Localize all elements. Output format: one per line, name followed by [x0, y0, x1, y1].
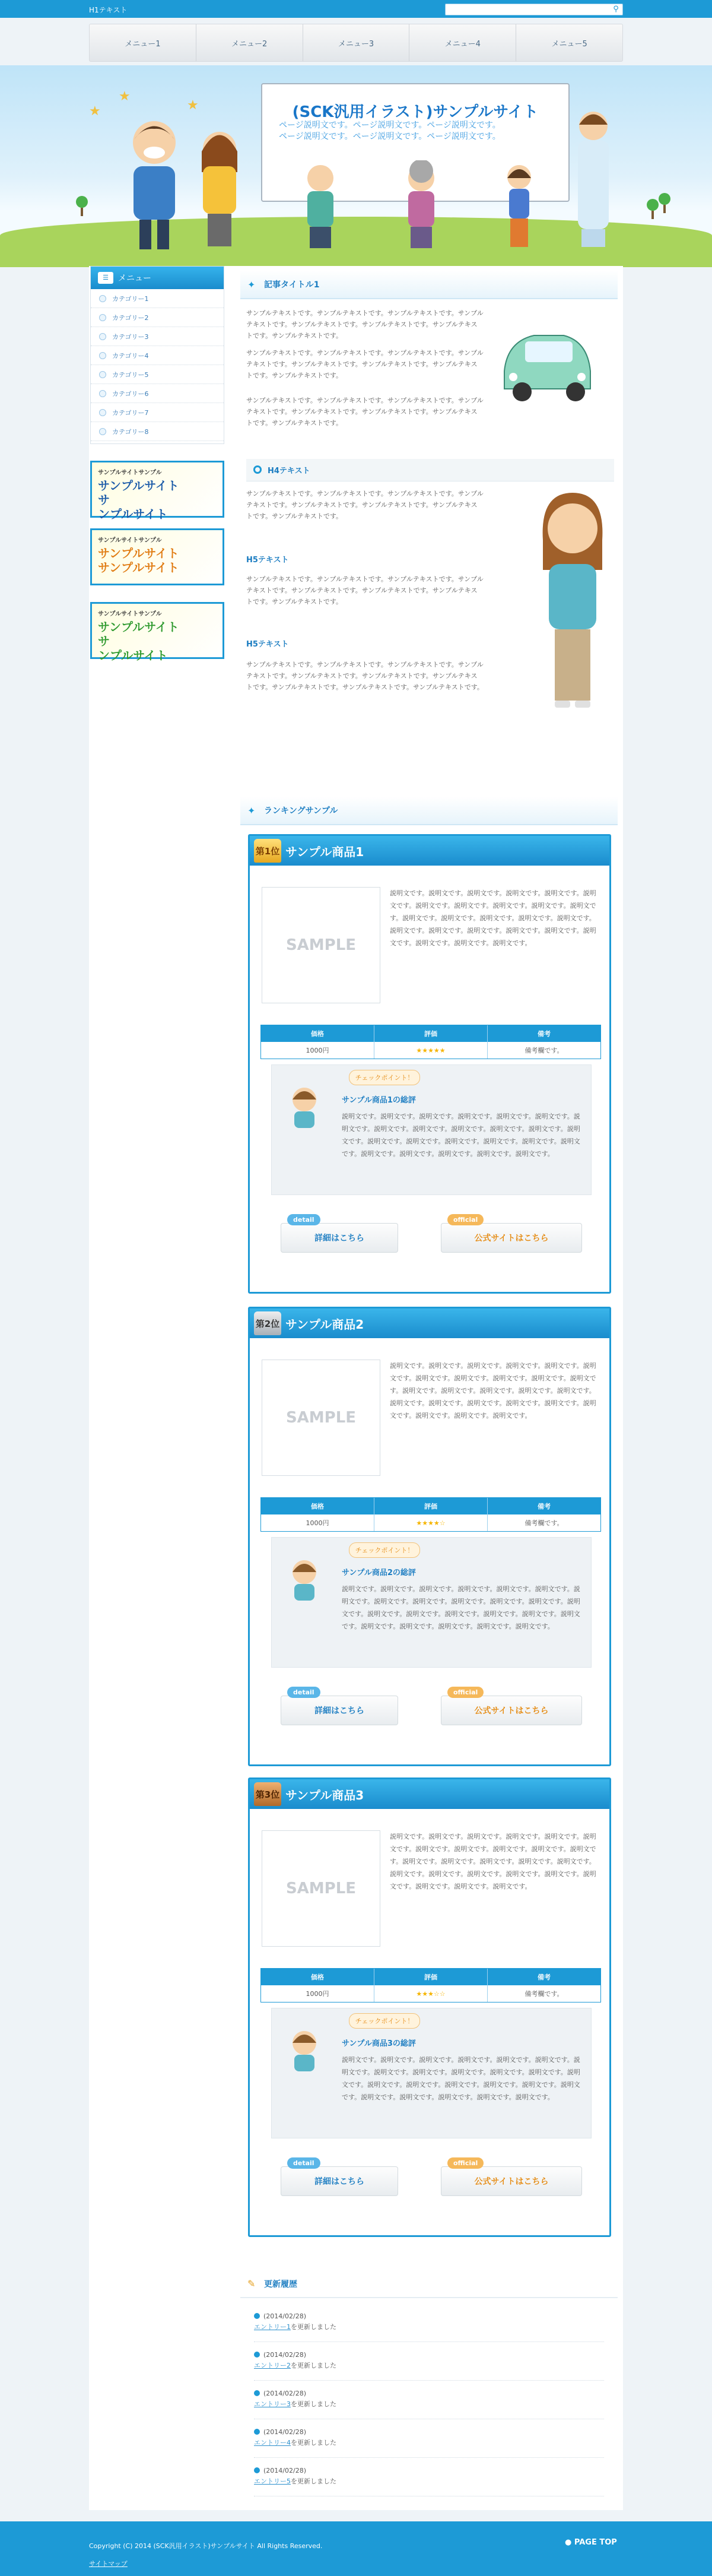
checkpoint-badge: チェックポイント！: [349, 1542, 420, 1558]
checkpoint-box: [271, 1537, 592, 1668]
article-paragraph: サンプルテキストです。サンプルテキストです。サンプルテキストです。サンプルテキストです。サンプルテキストです。サンプルテキストです。サンプルテキストです。サンプルテキストです。: [246, 575, 484, 606]
detail-tag: detail: [287, 2157, 320, 2169]
sidebar-item-category-4[interactable]: [91, 346, 224, 365]
sidebar-banner-3[interactable]: [90, 602, 224, 663]
product-description: 説明文です。説明文です。説明文です。説明文です。説明文です。説明文です。説明文です。説明文です。説明文です。説明文です。説明文です。説明文です。説明文です。説明文です。説明文です。説明文です。説明文です。説明文です。説明文です。説明文です。説明文です。説明文です。説明文です。説明文です。説明文です。: [390, 1833, 596, 1890]
update-entry: [254, 2306, 604, 2342]
global-nav: [89, 24, 623, 62]
detail-button[interactable]: [281, 1216, 398, 1253]
bullet-icon: [254, 2313, 260, 2319]
table-header: [261, 1025, 600, 1042]
rank-label: 第1位: [254, 839, 281, 863]
bullet-icon: [254, 2390, 260, 2396]
sidebar-item-label: カテゴリー2: [112, 313, 149, 322]
checkpoint-text: 説明文です。説明文です。説明文です。説明文です。説明文です。説明文です。説明文です。説明文です。説明文です。説明文です。説明文です。説明文です。説明文です。説明文です。説明文です。説明文です。説明文です。説明文です。説明文です。説明文です。説明文です。説明文です。説明文です。説明文です。: [342, 1585, 580, 1630]
sidebar-item-label: カテゴリー4: [112, 351, 149, 360]
update-date: (2014/02/28): [263, 2428, 306, 2436]
col-note: 備考: [488, 1025, 600, 1042]
checkpoint-text: 説明文です。説明文です。説明文です。説明文です。説明文です。説明文です。説明文です。説明文です。説明文です。説明文です。説明文です。説明文です。説明文です。説明文です。説明文です。説明文です。説明文です。説明文です。説明文です。説明文です。説明文です。説明文です。説明文です。説明文です。: [342, 2056, 580, 2101]
woman-illustration: [528, 487, 617, 712]
sidebar-item-category-8[interactable]: [91, 422, 224, 441]
copyright: Copyright (C) 2014 (SCK汎用イラスト)サンプルサイト All Rights Reserved.: [89, 2542, 323, 2550]
update-link[interactable]: エントリー4: [254, 2439, 291, 2447]
checkpoint-title: サンプル商品2の総評: [342, 1569, 416, 1577]
circle-icon: [99, 314, 106, 321]
sample-image: SAMPLE: [262, 1830, 380, 1947]
sidebar-menu-title: メニュー: [118, 274, 151, 283]
detail-button-label: 詳細はこちら: [314, 1706, 364, 1716]
update-suffix: を更新しました: [291, 2362, 336, 2369]
checkpoint-title: サンプル商品1の総評: [342, 1096, 416, 1105]
car-illustration: [492, 318, 599, 413]
col-rating: 評価: [374, 1969, 488, 1985]
table-row: [261, 1514, 600, 1531]
article-title: 記事タイトル1: [264, 280, 320, 290]
up-arrow-icon: ●: [565, 2538, 572, 2547]
table-header: [261, 1498, 600, 1514]
update-link[interactable]: エントリー2: [254, 2362, 291, 2369]
official-tag: official: [447, 2157, 484, 2169]
ranking-title: ランキングサンプル: [264, 806, 338, 816]
site-description-line: ページ説明文です。ページ説明文です。ページ説明文です。: [279, 121, 501, 130]
sidebar-item-label: カテゴリー3: [112, 332, 149, 341]
checkpoint-title: サンプル商品3の総評: [342, 2039, 416, 2048]
note-cell: 備考欄です。: [525, 1047, 564, 1054]
star-icon: ★: [89, 104, 101, 119]
col-note: 備考: [488, 1969, 600, 1985]
sidebar-item-category-3[interactable]: [91, 327, 224, 346]
site-description-line: ページ説明文です。ページ説明文です。ページ説明文です。: [279, 132, 501, 141]
ranking-item-header: [250, 836, 609, 866]
article-paragraph: サンプルテキストです。サンプルテキストです。サンプルテキストです。サンプルテキストです。サンプルテキストです。サンプルテキストです。サンプルテキストです。サンプルテキストです。サンプルテキストです。サンプルテキストです。: [246, 661, 484, 691]
col-rating: 評価: [374, 1025, 488, 1042]
tree-icon: [76, 196, 88, 216]
detail-tag: detail: [287, 1214, 320, 1225]
crown-icon: [250, 836, 285, 866]
product-description: 説明文です。説明文です。説明文です。説明文です。説明文です。説明文です。説明文です。説明文です。説明文です。説明文です。説明文です。説明文です。説明文です。説明文です。説明文です。説明文です。説明文です。説明文です。説明文です。説明文です。説明文です。説明文です。説明文です。説明文です。説明文です。: [390, 889, 596, 947]
search-icon[interactable]: ⚲: [613, 5, 619, 14]
updates-title-bar: [240, 2271, 618, 2298]
checkpoint-box: [271, 2008, 592, 2138]
ranking-item-header: [250, 1779, 609, 1809]
nav-item-1[interactable]: メニュー1: [90, 24, 196, 61]
detail-button-label: 詳細はこちら: [314, 1234, 364, 1243]
update-date: (2014/02/28): [263, 2312, 306, 2320]
tree-icon: [647, 199, 659, 219]
sidebar-menu-header: [91, 267, 224, 289]
sidebar-banner-1[interactable]: [90, 461, 224, 521]
product-description: 説明文です。説明文です。説明文です。説明文です。説明文です。説明文です。説明文です。説明文です。説明文です。説明文です。説明文です。説明文です。説明文です。説明文です。説明文です。説明文です。説明文です。説明文です。説明文です。説明文です。説明文です。説明文です。説明文です。説明文です。説明文です。: [390, 1362, 596, 1420]
nav-item-4[interactable]: メニュー4: [409, 24, 516, 61]
circle-icon: [99, 333, 106, 340]
note-cell: 備考欄です。: [525, 1519, 564, 1527]
price-cell: 1000円: [261, 1514, 374, 1531]
page-top-link[interactable]: [565, 2538, 617, 2547]
circle-icon: [99, 371, 106, 378]
nav-item-2[interactable]: メニュー2: [196, 24, 303, 61]
update-link[interactable]: エントリー1: [254, 2323, 291, 2331]
sidebar-item-category-6[interactable]: [91, 384, 224, 403]
col-rating: 評価: [374, 1498, 488, 1514]
bullet-icon: [254, 2467, 260, 2473]
circle-icon: [99, 409, 106, 416]
update-entry: [254, 2461, 604, 2496]
article-paragraph: サンプルテキストです。サンプルテキストです。サンプルテキストです。サンプルテキストです。サンプルテキストです。サンプルテキストです。サンプルテキストです。サンプルテキストです。: [246, 309, 484, 340]
update-link[interactable]: エントリー5: [254, 2477, 291, 2485]
sidebar-item-label: カテゴリー6: [112, 389, 149, 398]
banner-caption: サンプルサイトサンプル: [98, 537, 162, 544]
note-cell: 備考欄です。: [525, 1990, 564, 1998]
detail-button[interactable]: [281, 1688, 398, 1725]
update-date: (2014/02/28): [263, 2351, 306, 2359]
h5-heading: H5テキスト: [246, 640, 289, 649]
sidebar-menu: [90, 266, 224, 444]
sidebar-item-label: カテゴリー7: [112, 408, 149, 417]
detail-tag: detail: [287, 1687, 320, 1698]
ring-icon: [253, 465, 262, 474]
crown-icon: [250, 1779, 285, 1809]
rank-label: 第3位: [254, 1782, 281, 1806]
rating-stars: ★★★☆☆: [374, 1985, 488, 2002]
page-top-label: PAGE TOP: [574, 2538, 617, 2547]
update-date: (2014/02/28): [263, 2467, 306, 2474]
circle-icon: [99, 295, 106, 302]
detail-button[interactable]: [281, 2159, 398, 2196]
sidebar-item-label: カテゴリー8: [112, 427, 149, 436]
sitemap-link[interactable]: サイトマップ: [89, 2560, 128, 2568]
price-cell: 1000円: [261, 1042, 374, 1059]
official-site-button[interactable]: [441, 2159, 582, 2196]
hero-old-man-illustration: [297, 160, 344, 249]
official-button-label: 公式サイトはこちら: [474, 1234, 549, 1243]
checkpoint-badge: チェックポイント！: [349, 2013, 420, 2029]
site-title: (SCK汎用イラスト)サンプルサイト: [292, 103, 539, 121]
sidebar-item-category-7[interactable]: [91, 403, 224, 422]
hero-woman-illustration: [190, 125, 249, 249]
article-paragraph: サンプルテキストです。サンプルテキストです。サンプルテキストです。サンプルテキストです。サンプルテキストです。サンプルテキストです。サンプルテキストです。サンプルテキストです。: [246, 490, 484, 520]
pencil-icon: ✎: [247, 2278, 256, 2289]
sidebar-item-label: カテゴリー1: [112, 294, 149, 303]
banner-headline: サンプルサイトサ ンプルサイト: [98, 620, 179, 663]
banner-headline: サンプルサイト サンプルサイト: [98, 546, 179, 575]
updates-title: 更新履歴: [264, 2280, 297, 2289]
sparkle-icon: ✦: [247, 279, 256, 290]
official-button-label: 公式サイトはこちら: [474, 1706, 549, 1716]
table-header: [261, 1969, 600, 1985]
sidebar-item-category-5[interactable]: [91, 365, 224, 384]
h4-heading-bar: [246, 459, 614, 481]
rank-label: 第2位: [254, 1311, 281, 1335]
sidebar-item-category-2[interactable]: [91, 308, 224, 327]
col-note: 備考: [488, 1498, 600, 1514]
sample-image: SAMPLE: [262, 887, 380, 1003]
search-input[interactable]: [445, 4, 623, 15]
ranking-item-header: [250, 1308, 609, 1338]
star-icon: ★: [119, 89, 131, 104]
official-button-label: 公式サイトはこちら: [474, 2177, 549, 2187]
banner-caption: サンプルサイトサンプル: [98, 470, 162, 476]
spec-table: [260, 1968, 601, 2003]
circle-icon: [99, 352, 106, 359]
ranking-title-bar: [240, 797, 618, 825]
update-link[interactable]: エントリー3: [254, 2400, 291, 2408]
bullet-icon: [254, 2352, 260, 2358]
col-price: 価格: [261, 1025, 374, 1042]
product-name: サンプル商品3: [285, 1788, 364, 1802]
circle-icon: [99, 390, 106, 397]
bullet-icon: [254, 2429, 260, 2435]
reviewer-avatar: [284, 2026, 325, 2074]
rating-stars: ★★★★☆: [374, 1514, 488, 1531]
tree-icon: [659, 193, 670, 213]
update-entry: [254, 2422, 604, 2458]
checkpoint-text: 説明文です。説明文です。説明文です。説明文です。説明文です。説明文です。説明文です。説明文です。説明文です。説明文です。説明文です。説明文です。説明文です。説明文です。説明文です。説明文です。説明文です。説明文です。説明文です。説明文です。説明文です。説明文です。説明文です。説明文です。: [342, 1113, 580, 1158]
hero-nurse-illustration: [570, 107, 617, 249]
official-site-button[interactable]: [441, 1688, 582, 1725]
col-price: 価格: [261, 1498, 374, 1514]
hero-man-illustration: [119, 116, 202, 252]
banner-headline: サンプルサイトサ ンプルサイト: [98, 479, 179, 521]
circle-icon: [99, 428, 106, 435]
update-entry: [254, 2345, 604, 2381]
reviewer-avatar: [284, 1083, 325, 1130]
table-row: [261, 1042, 600, 1059]
h1-text: H1テキスト: [89, 6, 128, 14]
spec-table: [260, 1497, 601, 1532]
rating-stars: ★★★★★: [374, 1042, 488, 1059]
sidebar-item-category-1[interactable]: [91, 289, 224, 308]
product-name: サンプル商品1: [285, 844, 364, 859]
article-title-bar: [240, 271, 618, 299]
checkpoint-badge: チェックポイント！: [349, 1070, 420, 1085]
ranking-item-3: [248, 1777, 611, 2237]
spec-table: [260, 1025, 601, 1059]
sidebar-banner-2[interactable]: [90, 528, 224, 585]
update-suffix: を更新しました: [291, 2323, 336, 2331]
official-tag: official: [447, 1687, 484, 1698]
checkpoint-box: [271, 1064, 592, 1195]
update-suffix: を更新しました: [291, 2439, 336, 2447]
product-name: サンプル商品2: [285, 1317, 364, 1332]
update-suffix: を更新しました: [291, 2400, 336, 2408]
update-date: (2014/02/28): [263, 2390, 306, 2397]
official-site-button[interactable]: [441, 1216, 582, 1253]
table-row: [261, 1985, 600, 2002]
update-entry: [254, 2384, 604, 2419]
banner-caption: サンプルサイトサンプル: [98, 611, 162, 617]
nav-item-3[interactable]: メニュー3: [303, 24, 410, 61]
official-tag: official: [447, 1214, 484, 1225]
hero-girl-illustration: [498, 160, 540, 249]
detail-button-label: 詳細はこちら: [314, 2177, 364, 2187]
site-description: [279, 120, 552, 142]
price-cell: 1000円: [261, 1985, 374, 2002]
h5-heading: H5テキスト: [246, 556, 289, 565]
book-icon: ☰: [98, 272, 113, 284]
sample-image: SAMPLE: [262, 1360, 380, 1476]
star-icon: ★: [187, 98, 199, 113]
ranking-item-2: [248, 1307, 611, 1766]
h4-heading: H4テキスト: [268, 467, 310, 476]
nav-item-5[interactable]: メニュー5: [551, 39, 587, 49]
article-paragraph: サンプルテキストです。サンプルテキストです。サンプルテキストです。サンプルテキストです。サンプルテキストです。サンプルテキストです。サンプルテキストです。サンプルテキストです。: [246, 349, 484, 379]
reviewer-avatar: [284, 1555, 325, 1603]
col-price: 価格: [261, 1969, 374, 1985]
ranking-item-1: [248, 834, 611, 1294]
update-suffix: を更新しました: [291, 2477, 336, 2485]
hero-old-woman-illustration: [398, 160, 445, 249]
article-paragraph: サンプルテキストです。サンプルテキストです。サンプルテキストです。サンプルテキストです。サンプルテキストです。サンプルテキストです。サンプルテキストです。サンプルテキストです。: [246, 397, 484, 427]
crown-icon: [250, 1308, 285, 1338]
sidebar-item-label: カテゴリー5: [112, 370, 149, 379]
sparkle-icon: ✦: [247, 805, 256, 816]
